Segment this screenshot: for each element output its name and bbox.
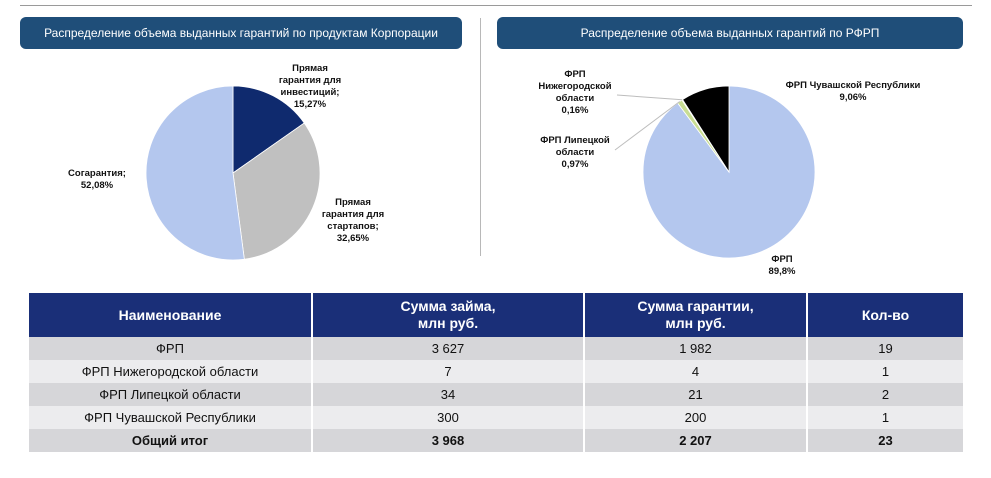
table-row [29, 337, 963, 360]
total-loan: 3 968 [312, 429, 584, 452]
pie1-leader-2 [617, 95, 682, 100]
cell-loan: 34 [312, 383, 584, 406]
header-loan-sum: Сумма займа, млн руб. [312, 293, 584, 337]
cell-loan: 7 [312, 360, 584, 383]
cell-guarantee: 4 [584, 360, 807, 383]
pie0-label-1: Прямая гарантия для стартапов; 32,65% [321, 197, 385, 244]
table-row [29, 406, 963, 429]
cell-guarantee: 200 [584, 406, 807, 429]
cell-name: ФРП Чувашской Республики [29, 406, 312, 429]
pie1-label-3: ФРП Чувашской Республики 9,06% [785, 80, 921, 103]
table-total-row [29, 429, 963, 452]
pie1-label-2: ФРП Нижегородской области 0,16% [538, 69, 612, 116]
table-header-row [29, 293, 963, 337]
total-guarantee: 2 207 [584, 429, 807, 452]
cell-count: 1 [807, 360, 963, 383]
cell-guarantee: 21 [584, 383, 807, 406]
right-chart-title: Распределение объема выданных гарантий по РФРП [497, 17, 963, 49]
table-row [29, 360, 963, 383]
header-count: Кол-во [807, 293, 963, 337]
cell-count: 19 [807, 337, 963, 360]
cell-name: ФРП [29, 337, 312, 360]
table-row [29, 383, 963, 406]
left-chart-title: Распределение объема выданных гарантий по продуктам Корпорации [20, 17, 462, 49]
cell-name: ФРП Липецкой области [29, 383, 312, 406]
pie1-label-0: ФРП 89,8% [768, 254, 796, 277]
cell-guarantee: 1 982 [584, 337, 807, 360]
total-count: 23 [807, 429, 963, 452]
guarantee-table [29, 293, 963, 452]
cell-count: 1 [807, 406, 963, 429]
cell-loan: 300 [312, 406, 584, 429]
cell-name: ФРП Нижегородской области [29, 360, 312, 383]
cell-loan: 3 627 [312, 337, 584, 360]
total-name: Общий итог [29, 429, 312, 452]
header-name: Наименование [29, 293, 312, 337]
header-guarantee-sum: Сумма гарантии, млн руб. [584, 293, 807, 337]
pie0-label-2: Согарантия; 52,08% [68, 168, 126, 191]
pie0-label-0: Прямая гарантия для инвестиций; 15,27% [278, 63, 342, 110]
cell-count: 2 [807, 383, 963, 406]
pie1-label-1: ФРП Липецкой области 0,97% [540, 135, 610, 170]
